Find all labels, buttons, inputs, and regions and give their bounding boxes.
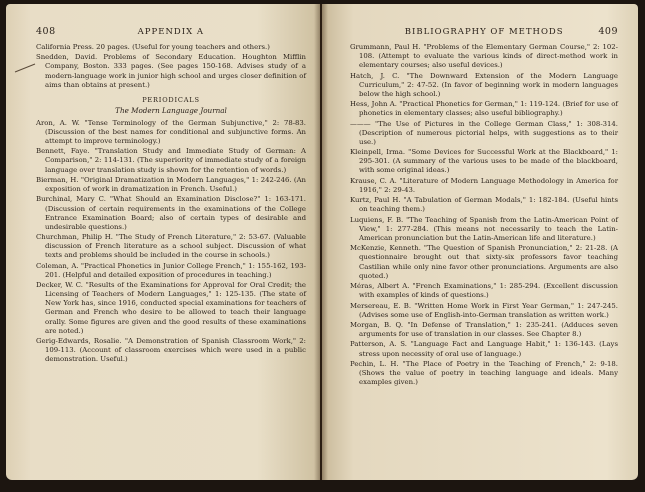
bibliography-entry: Hatch, J. C. "The Downward Extension of the Modern Language Curriculum," 2: 47-52. (In favor of beginning work in modern languages below the high school.) (350, 71, 618, 98)
bibliography-entry: McKenzie, Kenneth. "The Question of Spanish Pronunciation," 2: 21-28. (A questionnaire brought out that sixty-six professors favor teaching Castilian while only nine favor other pronunciations. Arguments are also quoted.) (350, 244, 618, 280)
bibliography-entry: Luquiens, F. B. "The Teaching of Spanish from the Latin-American Point of View," 1: 277-284. (This means not necessarily to teach the Latin-American pronunciation but the Latin-American life and literature.) (350, 215, 618, 242)
right-running-head: BIBLIOGRAPHY OF METHODS (404, 27, 564, 37)
bibliography-entry: Patterson, A. S. "Language Fact and Language Habit," 1: 136-143. (Lays stress upon necessity of oral use of language.) (350, 340, 618, 358)
section-heading: PERIODICALS (142, 95, 200, 104)
bibliography-entry: Burchinal, Mary C. "What Should an Examination Disclose?" 1: 163-171. (Discussion of certain requirements in the examinations of the College Entrance Examination Board; also of certain types of desirable and undesirable questions.) (36, 195, 306, 231)
left-page (6, 4, 320, 480)
right-page-number: 409 (598, 26, 618, 37)
bibliography-entry: Kurtz, Paul H. "A Tabulation of German Modals," 1: 182-184. (Useful hints on teaching them.) (350, 196, 618, 214)
bibliography-entry: Decker, W. C. "Results of the Examinations for Approval for Oral Credit; the Licensing of Teachers of Modern Languages," 1: 125-135. (The state of New York has, since 1916, conducted special examinations for teachers of German and French who desire to be allowed to teach their language orally. Some figures are given and the good results of these examinations are noted.) (36, 281, 306, 335)
bibliography-entry: Krause, C. A. "Literature of Modern Language Methodology in America for 1916," 2: 29-43. (350, 176, 618, 194)
right-page (322, 4, 638, 480)
section-subheading: The Modern Language Journal (115, 105, 227, 115)
left-page-header (36, 26, 306, 37)
book-gutter (314, 4, 328, 480)
bibliography-entry: Grummann, Paul H. "Problems of the Elementary German Course," 2: 102-108. (Attempt to evaluate the various kinds of direct-method work in elementary courses; also useful devices.) (350, 43, 618, 70)
bibliography-entry: Kleinpell, Irma. "Some Devices for Successful Work at the Blackboard," 1: 295-301. (A summary of the various uses to be made of the blackboard, with some original ideas.) (350, 148, 618, 175)
bibliography-entry: Morgan, B. Q. "In Defense of Translation," 1: 235-241. (Adduces seven arguments for use of translation in our classes. See Chapter 8.) (350, 320, 618, 339)
bibliography-entry: Méras, Albert A. "French Examinations," 1: 285-294. (Excellent discussion with examples of kinds of questions.) (350, 282, 618, 300)
right-page-header (350, 26, 618, 37)
left-running-head: APPENDIX A (137, 27, 204, 37)
left-page-number: 408 (36, 26, 56, 37)
bibliography-entry: Bierman, H. "Original Dramatization in Modern Languages," 1: 242-246. (An exposition of work in dramatization in French. Useful.) (36, 175, 306, 194)
bibliography-entry: ——— "The Use of Pictures in the College German Class," 1: 308-314. (Description of numerous pictorial helps, with suggestions as to their use.) (350, 119, 618, 146)
bibliography-entry: Gerig-Edwards, Rosalie. "A Demonstration of Spanish Classroom Work," 2: 109-113. (Account of classroom exercises which were used in a public demonstration. Useful.) (36, 337, 306, 364)
bibliography-entry: Mersereau, E. B. "Written Home Work in First Year German," 1: 247-245. (Advises some use of English-into-German translation as written work.) (350, 301, 618, 319)
bibliography-entry: Pechin, L. H. "The Place of Poetry in the Teaching of French," 2: 9-18. (Shows the value of poetry in teaching language and ideals. Many examples given.) (350, 359, 618, 387)
bibliography-entry: Snedden, David. Problems of Secondary Education. Houghton Mifflin Company, Boston. 333 pages. (See pages 150-168. Advises study of a modern-language work in junior high school and urges closer definition of aims than obtains at present.) (36, 53, 306, 89)
bibliography-entry: Hess, John A. "Practical Phonetics for German," 1: 119-124. (Brief for use of phonetics in elementary classes; also useful bibliography.) (350, 100, 618, 118)
bibliography-entry: California Press. 20 pages. (Useful for young teachers and others.) (36, 43, 270, 51)
bibliography-entry: Bennett, Faye. "Translation Study and Immediate Study of German: A Comparison," 2: 114-131. (The superiority of immediate study of a foreign language over translation study is shown for the retention of words.) (36, 147, 306, 174)
bibliography-entry: Coleman, A. "Practical Phonetics in Junior College French," 1: 155-162, 193-201. (Helpful and detailed exposition of procedures in teaching.) (36, 261, 306, 279)
pencil-mark-icon (14, 62, 36, 74)
bibliography-entry: Aron, A. W. "Tense Terminology of the German Subjunctive," 2: 78-83. (Discussion of the best names for conditional and subjunctive forms. An attempt to improve terminology.) (36, 118, 306, 145)
bibliography-entry: Churchman, Philip H. "The Study of French Literature," 2: 53-67. (Valuable discussion of French literature as a school subject. Discussion of what texts and problems should be included in the course in schools.) (36, 233, 306, 260)
